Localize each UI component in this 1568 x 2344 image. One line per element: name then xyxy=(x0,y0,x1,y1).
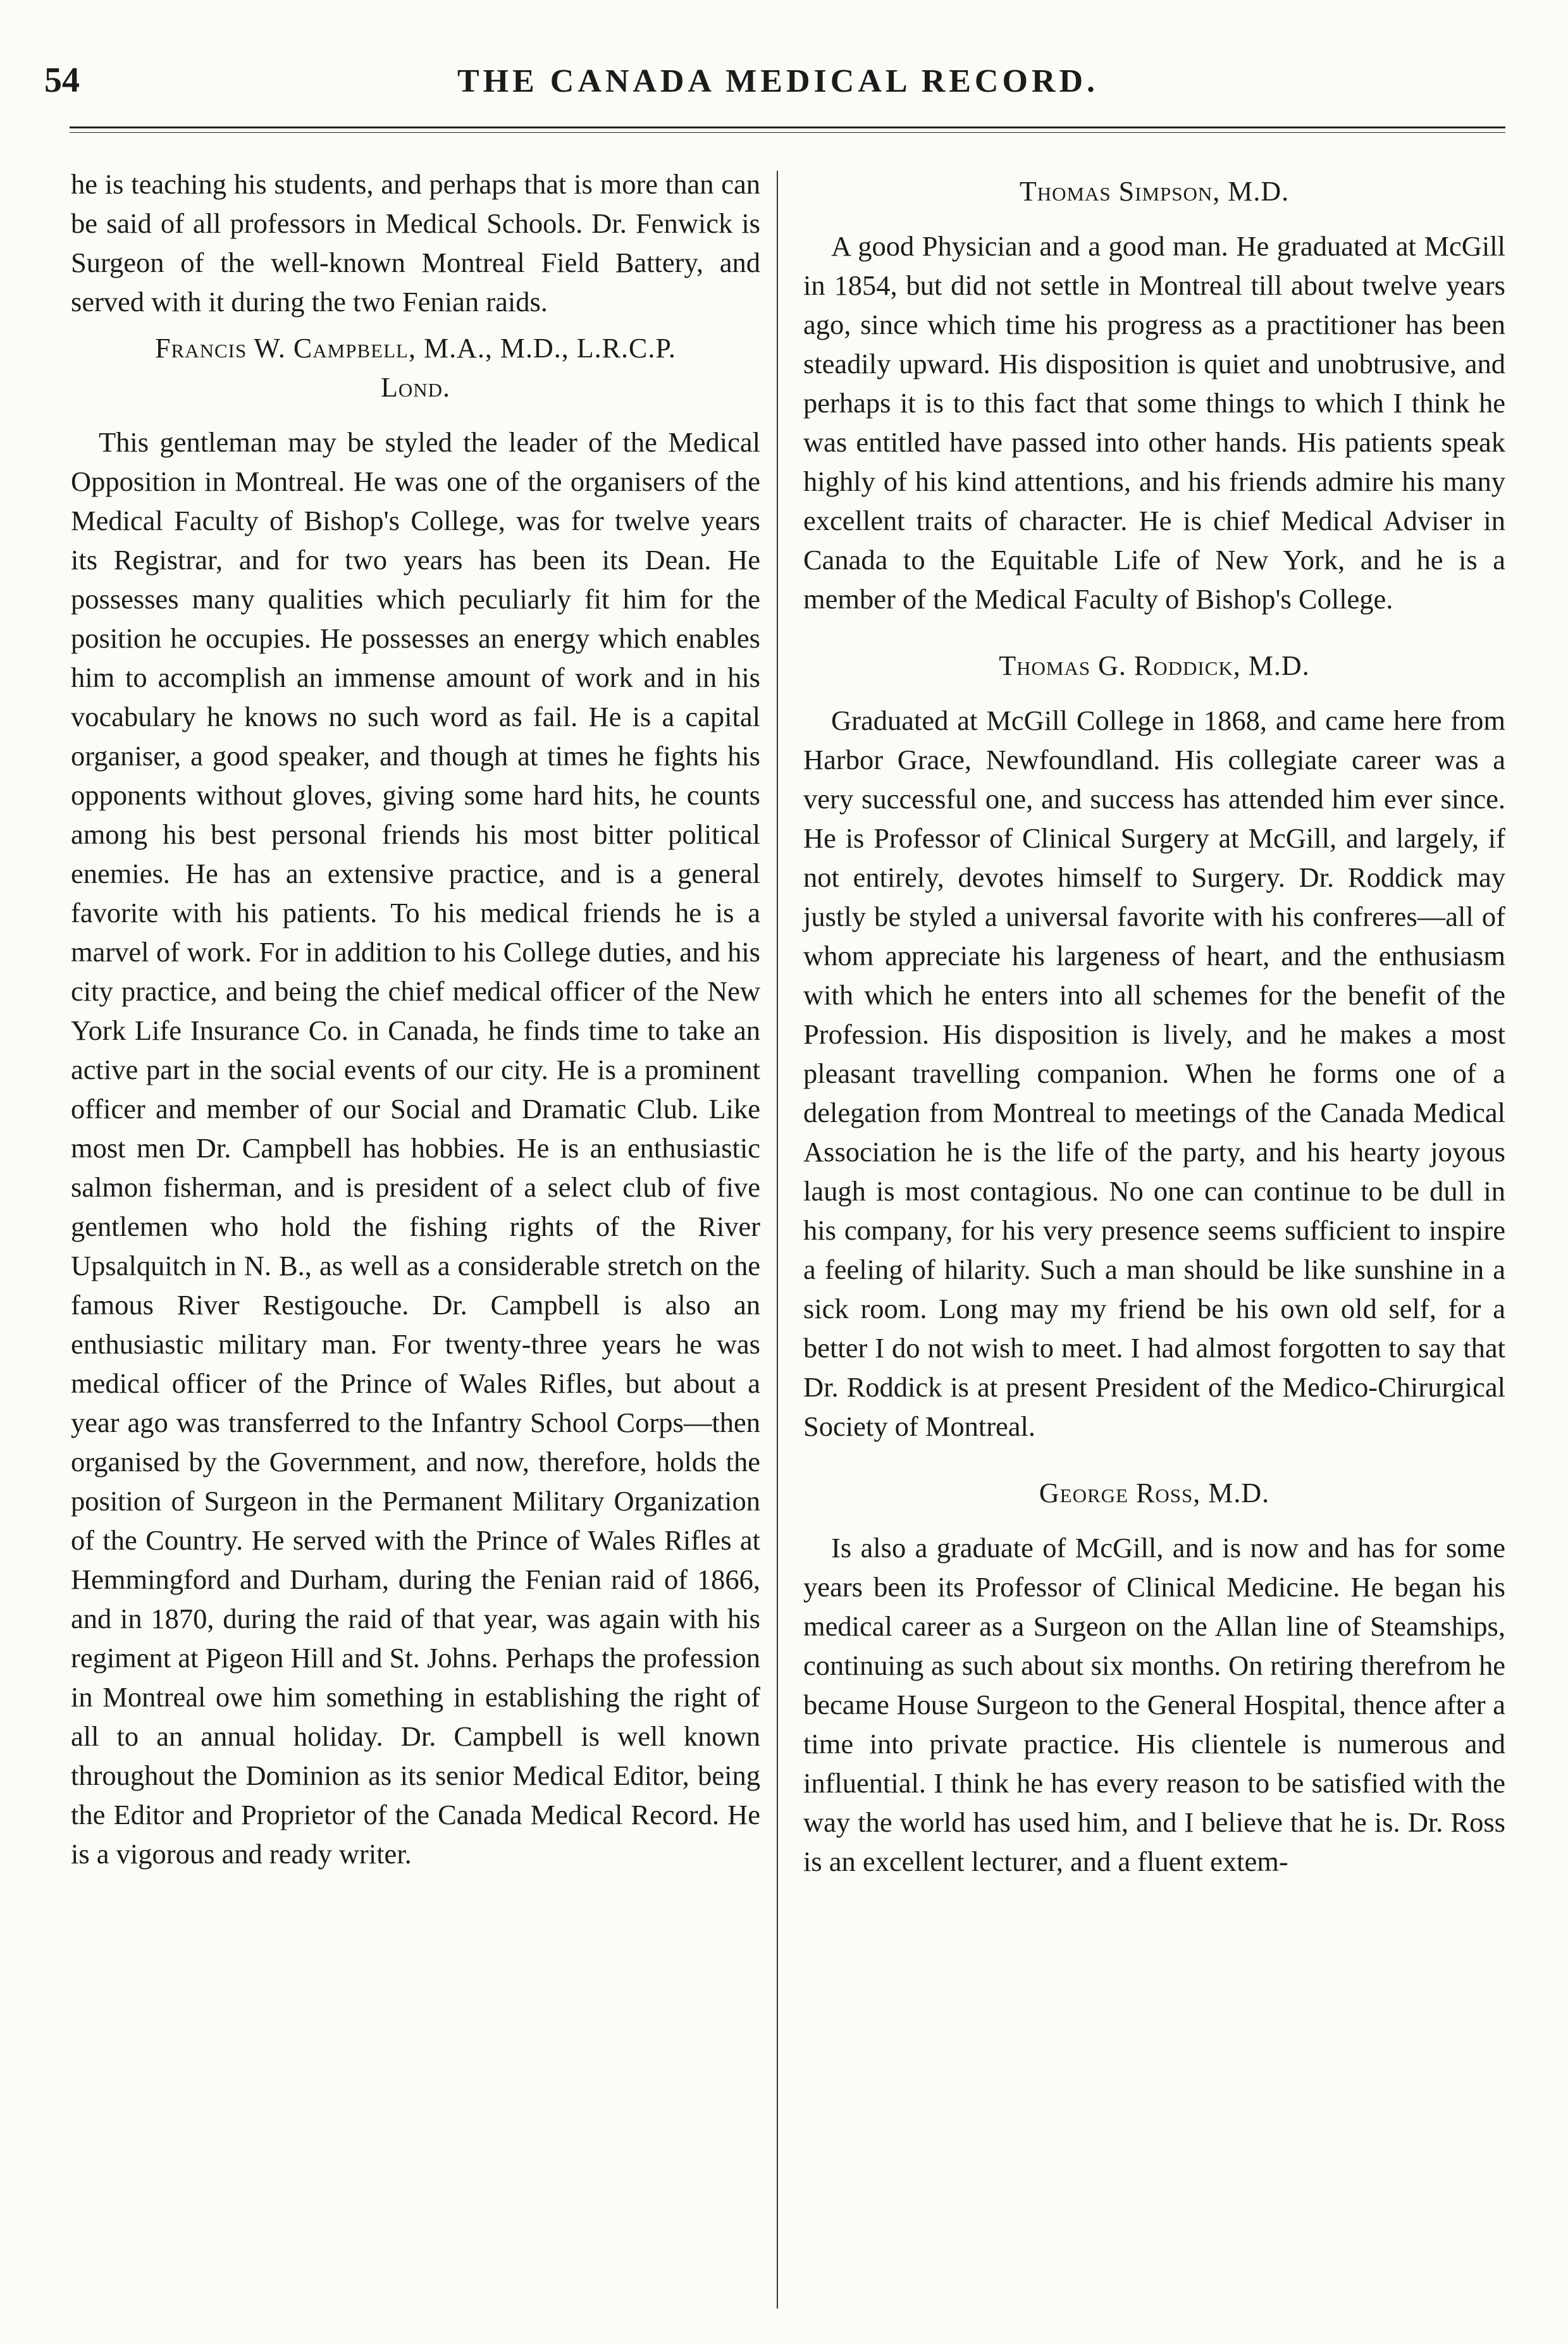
running-title: THE CANADA MEDICAL RECORD. xyxy=(457,63,1099,99)
header-rule xyxy=(70,126,1505,133)
paragraph-campbell: This gentleman may be styled the leader of the Medical Opposition in Montreal. He was one of the organisers of the Medical Faculty of Bishop's College, was for twelve years its Registrar, and for two years has been its Dean. He possesses many qualities which peculiarly fit him for the position he occupies. He possesses an energy which enables him to accomplish an immense amount of work and in his vocabulary he knows no such word as fail. He is a capital organiser, a good speaker, and though at times he fights his opponents without gloves, giving some hard hits, he counts among his best personal friends his most bitter political enemies. He has an extensive practice, and is a general favorite with his patients. To his medical friends he is a marvel of work. For in addition to his College duties, and his city practice, and being the chief medical officer of the New York Life Insurance Co. in Canada, he finds time to take an active part in the social events of our city. He is a prominent officer and member of our Social and Dramatic Club. Like most men Dr. Campbell has hobbies. He is an enthusiastic salmon fisherman, and is president of a select club of five gentlemen who hold the fishing rights of the River Upsalquitch in N. B., as well as a considerable stretch on the famous River Restigouche. Dr. Campbell is also an enthusiastic military man. For twenty-three years he was medical officer of the Prince of Wales Rifles, but about a year ago was transferred to the Infantry School Corps—then organised by the Government, and now, therefore, holds the position of Surgeon in the Permanent Military Organization of the Country. He served with the Prince of Wales Rifles at Hemmingford and Durham, during the Fenian raid of 1866, and in 1870, during the raid of that year, was again with his regiment at Pigeon Hill and St. Johns. Perhaps the profession in Montreal owe him something in establishing the right of all to an annual holiday. Dr. Campbell is well known throughout the Dominion as its senior Medical Editor, being the Editor and Proprietor of the Canada Medical Record. He is a vigorous and ready writer. xyxy=(71,426,760,1870)
right-column xyxy=(803,164,1505,1881)
heading-ross: George Ross, M.D. xyxy=(1039,1477,1270,1508)
left-column xyxy=(71,164,760,1873)
heading-simpson: Thomas Simpson, M.D. xyxy=(1019,176,1290,207)
paragraph-ross: Is also a graduate of McGill, and is now and has for some years been its Professor of Clinical Medicine. He began his medical career as a Surgeon on the Allan line of Steamships, continuing as such about six months. On retiring therefrom he became House Surgeon to the General Hospital, thence after a time into private practice. His clientele is numerous and influential. I think he has every reason to be satisfied with the way the world has used him, and I believe that he is. Dr. Ross is an excellent lecturer, and a fluent extem- xyxy=(803,1532,1505,1877)
heading-campbell-line1: Francis W. Campbell, M.A., M.D., L.R.C.P. xyxy=(155,333,676,364)
heading-campbell xyxy=(71,329,760,407)
paragraph-roddick: Graduated at McGill College in 1868, and came here from Harbor Grace, Newfoundland. His collegiate career was a very successful one, and success has attended him ever since. He is Professor of Clinical Surgery at McGill, and largely, if not entirely, devotes himself to Surgery. Dr. Roddick may justly be styled a universal favorite with his confreres—all of whom appreciate his largeness of heart, and the enthusiasm with which he enters into all schemes for the benefit of the Profession. His disposition is lively, and he makes a most pleasant travelling companion. When he forms one of a delegation from Montreal to meetings of the Canada Medical Association he is the life of the party, and his hearty joyous laugh is most contagious. No one can continue to be dull in his company, for his very presence seems sufficient to inspire a feeling of hilarity. Such a man should be like sunshine in a sick room. Long may my friend be his own old self, for a better I do not wish to meet. I had almost forgotten to say that Dr. Roddick is at present President of the Medico-Chirurgical Society of Montreal. xyxy=(803,705,1505,1442)
page-header xyxy=(44,60,1512,111)
paragraph-simpson: A good Physician and a good man. He graduated at McGill in 1854, but did not settle in Montreal till about twelve years ago, since which time his progress as a practitioner has been steadily upward. His disposition is quiet and unobtrusive, and perhaps it is to this fact that some things to which I think he was entitled have passed into other hands. His patients speak highly of his kind attentions, and his friends admire his many excellent traits of character. He is chief Medical Adviser in Canada to the Equitable Life of New York, and he is a member of the Medical Faculty of Bishop's College. xyxy=(803,230,1505,615)
paragraph-fenwick-end: he is teaching his students, and perhaps that is more than can be said of all professors in Medical Schools. Dr. Fenwick is Surgeon of the well-known Montreal Field Battery, and served with it during the two Fenian raids. xyxy=(71,168,760,318)
column-divider xyxy=(777,171,778,2309)
page-number: 54 xyxy=(44,61,80,100)
heading-roddick: Thomas G. Roddick, M.D. xyxy=(999,650,1310,681)
heading-campbell-line2: Lond. xyxy=(380,372,451,403)
